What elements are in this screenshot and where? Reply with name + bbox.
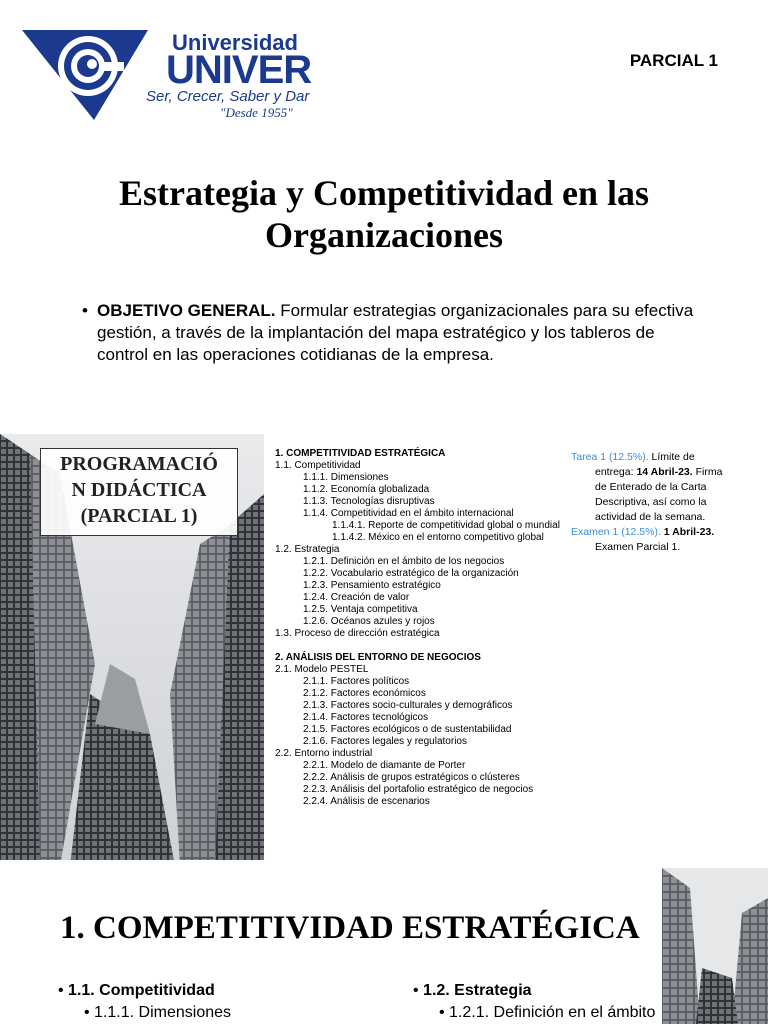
task1-label: Tarea 1 (12.5%). [571, 451, 649, 463]
outline-item: 1.2. Estrategia [275, 544, 340, 555]
task1-text-a: Límite de [648, 451, 695, 463]
outline-item: 2.1.5. Factores ecológicos o de sustentabilidad [303, 724, 512, 735]
outline-item: 1.1.2. Economía globalizada [303, 484, 430, 495]
course-title-line1: Estrategia y Competitividad en las [119, 173, 649, 213]
outline-item: 2.1.2. Factores económicos [303, 688, 426, 699]
outline-item: 1.1.4.2. México en el entorno competitivo global [332, 532, 544, 543]
outline-item: 2. ANÁLISIS DEL ENTORNO DE NEGOCIOS [275, 652, 481, 663]
objective-text: Formular estrategias organizacionales para su efectiva gestión, a través de la implantación del mapa estratégico y los tableros de control en las operaciones cotidianas de la empresa. [97, 301, 694, 364]
outline-item: 1.1.4.1. Reporte de competitividad global o mundial [332, 520, 560, 531]
slide-competitividad [0, 868, 768, 1024]
evaluation-schedule [571, 450, 761, 555]
univer-emblem-icon [22, 26, 152, 122]
task1-text-d: de Enterado de la Carta [595, 481, 707, 493]
left-bullet: 1.1. Competitividad [68, 982, 215, 999]
task1-text-c: Firma [692, 466, 723, 478]
exam1-date: 1 Abril-23. [660, 526, 715, 538]
outline-item: 2.1.4. Factores tecnológicos [303, 712, 429, 723]
outline-item: 2.1. Modelo PESTEL [275, 664, 369, 675]
programacion-line3: (PARCIAL 1) [80, 505, 198, 527]
course-title-line2: Organizaciones [265, 215, 503, 255]
objective-label: OBJETIVO GENERAL. [97, 301, 276, 320]
outline-item: 1.2.2. Vocabulario estratégico de la organización [303, 568, 519, 579]
left-column: • 1.1. Competitividad • 1.1.1. Dimensiones [58, 982, 232, 1021]
programacion-line1: PROGRAMACIÓ [60, 453, 218, 475]
slide-title [0, 0, 768, 420]
task1-text-e: Descriptiva, así como la [595, 496, 707, 508]
outline-item: 2.2.2. Análisis de grupos estratégicos o clústeres [303, 772, 520, 783]
outline-item: 2.1.1. Factores políticos [303, 676, 410, 687]
skyscrapers-photo-small [662, 868, 768, 1024]
outline-item: 2.2.4. Análisis de escenarios [303, 796, 430, 807]
bullet-icon: • [82, 301, 88, 320]
section-title: 1. COMPETITIVIDAD ESTRATÉGICA [60, 910, 640, 946]
outline-item: 1.2.3. Pensamiento estratégico [303, 580, 441, 591]
outline-item: 1. COMPETITIVIDAD ESTRATÉGICA [275, 448, 446, 459]
outline-item: 1.3. Proceso de dirección estratégica [275, 628, 440, 639]
outline-item: 1.2.5. Ventaja competitiva [303, 604, 418, 615]
exam1-label: Examen 1 (12.5%). [571, 526, 661, 538]
outline-item: 2.2.1. Modelo de diamante de Porter [303, 760, 466, 771]
outline-item: 2.2.3. Análisis del portafolio estratégico de negocios [303, 784, 534, 795]
outline-item: 1.1.1. Dimensiones [303, 472, 389, 483]
logo-universidad-text: Universidad [172, 30, 298, 55]
logo-since: "Desde 1955" [220, 105, 293, 120]
course-title [0, 172, 768, 256]
left-sub-bullet: 1.1.1. Dimensiones [94, 1004, 232, 1021]
course-outline [275, 448, 575, 808]
right-sub-bullet: 1.2.1. Definición en el ámbito [449, 1004, 656, 1021]
outline-item: 2.1.6. Factores legales y regulatorios [303, 736, 467, 747]
logo-univer-text: UNIVER [166, 48, 312, 92]
general-objective [82, 300, 702, 366]
outline-item: 1.1.4. Competitividad en el ámbito internacional [303, 508, 514, 519]
outline-item: 1.1. Competitividad [275, 460, 361, 471]
univer-logo [22, 26, 312, 122]
exam1-text: Examen Parcial 1. [595, 541, 681, 553]
task1-date: 14 Abril-23. [636, 466, 693, 478]
outline-item: 1.2.4. Creación de valor [303, 592, 410, 603]
outline-item [275, 640, 575, 652]
outline-item: 1.1.3. Tecnologías disruptivas [303, 496, 435, 507]
outline-item: 2.1.3. Factores socio-culturales y demográficos [303, 700, 513, 711]
outline-item: 1.2.6. Océanos azules y rojos [303, 616, 435, 627]
parcial-label: PARCIAL 1 [629, 51, 718, 70]
right-bullet: 1.2. Estrategia [423, 982, 532, 999]
task1-text-f: actividad de la semana. [595, 511, 706, 523]
outline-item: 1.2.1. Definición en el ámbito de los negocios [303, 556, 505, 567]
slide-programacion [0, 420, 768, 860]
outline-item: 2.2. Entorno industrial [275, 748, 373, 759]
programacion-box [40, 448, 238, 536]
programacion-line2: N DIDÁCTICA [71, 479, 207, 501]
task1-text-b: entrega: [595, 466, 637, 478]
right-column: • 1.2. Estrategia • 1.2.1. Definición en el ámbito [413, 982, 656, 1021]
logo-slogan: Ser, Crecer, Saber y Dar [146, 88, 310, 105]
